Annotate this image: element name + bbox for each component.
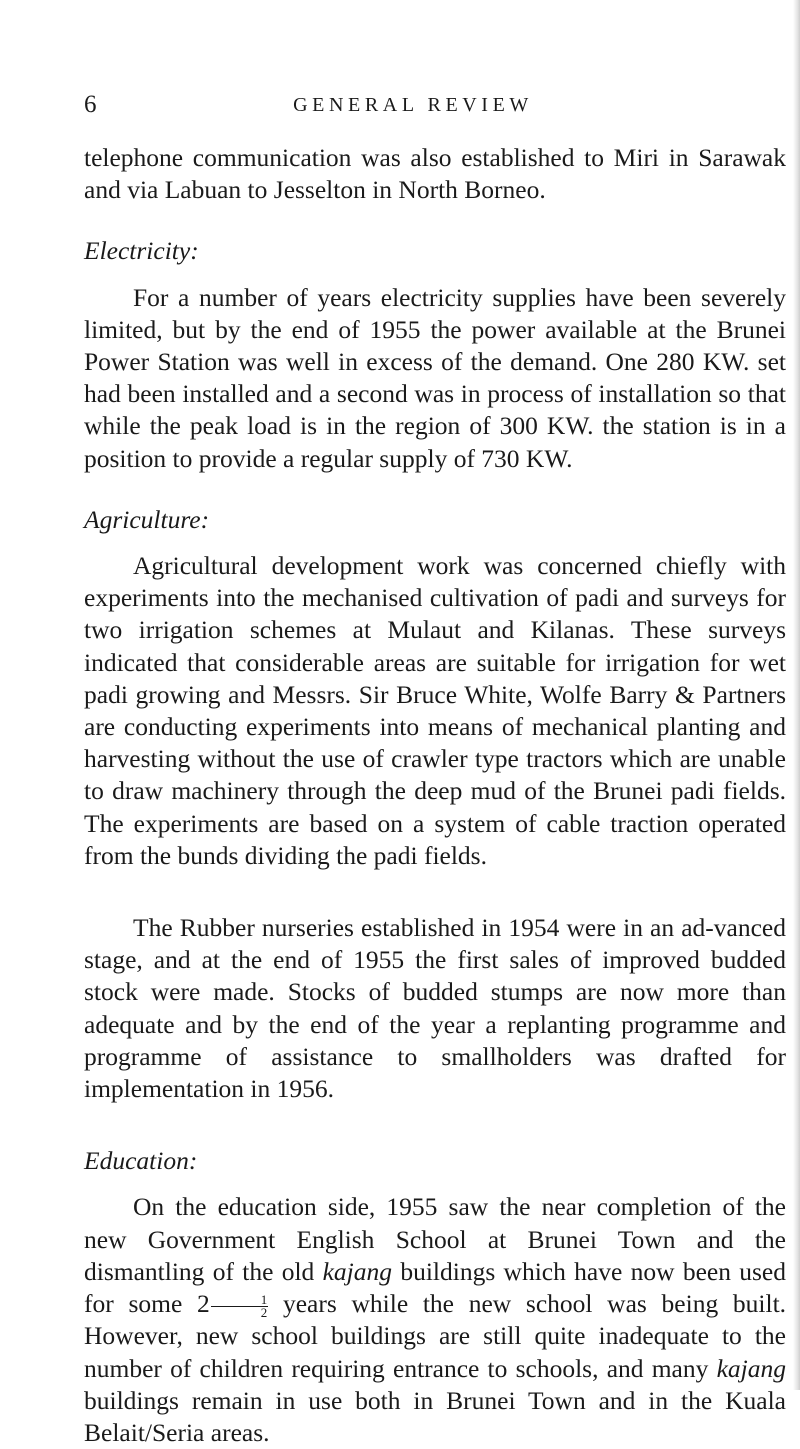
years-whole: 2 [197, 1289, 210, 1319]
agriculture-paragraph-2: The Rubber nurseries established in 1954 were in an ad-vanced stage, and at the end of 1955 the first sales of improved budded stock were made. Stocks of budded stumps are now more than adequate and by the end of the year a replanting programme and programme of assistance to smallholders was drafted for implementation in 1956. [84, 913, 786, 1104]
education-text-2: buildings which have now been used for some [84, 1256, 787, 1319]
section-heading-electricity: Electricity: [84, 236, 199, 266]
intro-paragraph: telephone communication was also established to Miri in Sarawak and via Labuan to Jesselton in North Borneo. [84, 143, 786, 205]
years-fraction-denominator: 2 [260, 1304, 268, 1320]
years-fraction-numerator: 1 [211, 1294, 269, 1307]
section-heading-education: Education: [84, 1146, 198, 1176]
kajang-term: kajang [716, 1353, 787, 1383]
education-text-4: buildings remain in use both in Brunei Town and in the Kuala Belait/Seria areas. [84, 1385, 786, 1447]
page-edge-shadow [793, 0, 800, 1390]
page-number: 6 [84, 91, 97, 118]
electricity-paragraph: For a number of years electricity supplies have been severely limited, but by the end of 1955 the power available at the Brunei Power Station was well in excess of the demand. One 280 KW. set had been installed and a second was in process of installation so that while the peak load is in the region of 300 KW. the station is in a position to provide a regular supply of 730 KW. [84, 282, 786, 473]
page-body [84, 142, 786, 1449]
page-header [84, 92, 716, 118]
education-text-3: years while the new school was being built. However, new school buildings are still quite inadequate to the number of children requiring entrance to schools, and many [84, 1289, 787, 1383]
education-paragraph [84, 1191, 786, 1449]
years-fraction [211, 1291, 269, 1320]
education-text-1: On the education side, 1955 saw the near completion of the new Government English School at Brunei Town and the dismantling of the old [84, 1192, 786, 1286]
agriculture-paragraph-1: Agricultural development work was concerned chiefly with experiments into the mechanised cultivation of padi and surveys for two irrigation schemes at Mulaut and Kilanas. These surveys indicated that considerable areas are suitable for irrigation for wet padi growing and Messrs. Sir Bruce White, Wolfe Barry & Partners are conducting experiments into means of mechanical planting and harvesting without the use of crawler type tractors which are unable to draw machinery through the deep mud of the Brunei padi fields. The experiments are based on a system of cable traction operated from the bunds dividing the padi fields. [84, 551, 786, 870]
section-heading-agriculture: Agriculture: [84, 504, 210, 534]
kajang-term: kajang [322, 1256, 393, 1286]
running-title: GENERAL REVIEW [293, 94, 533, 116]
